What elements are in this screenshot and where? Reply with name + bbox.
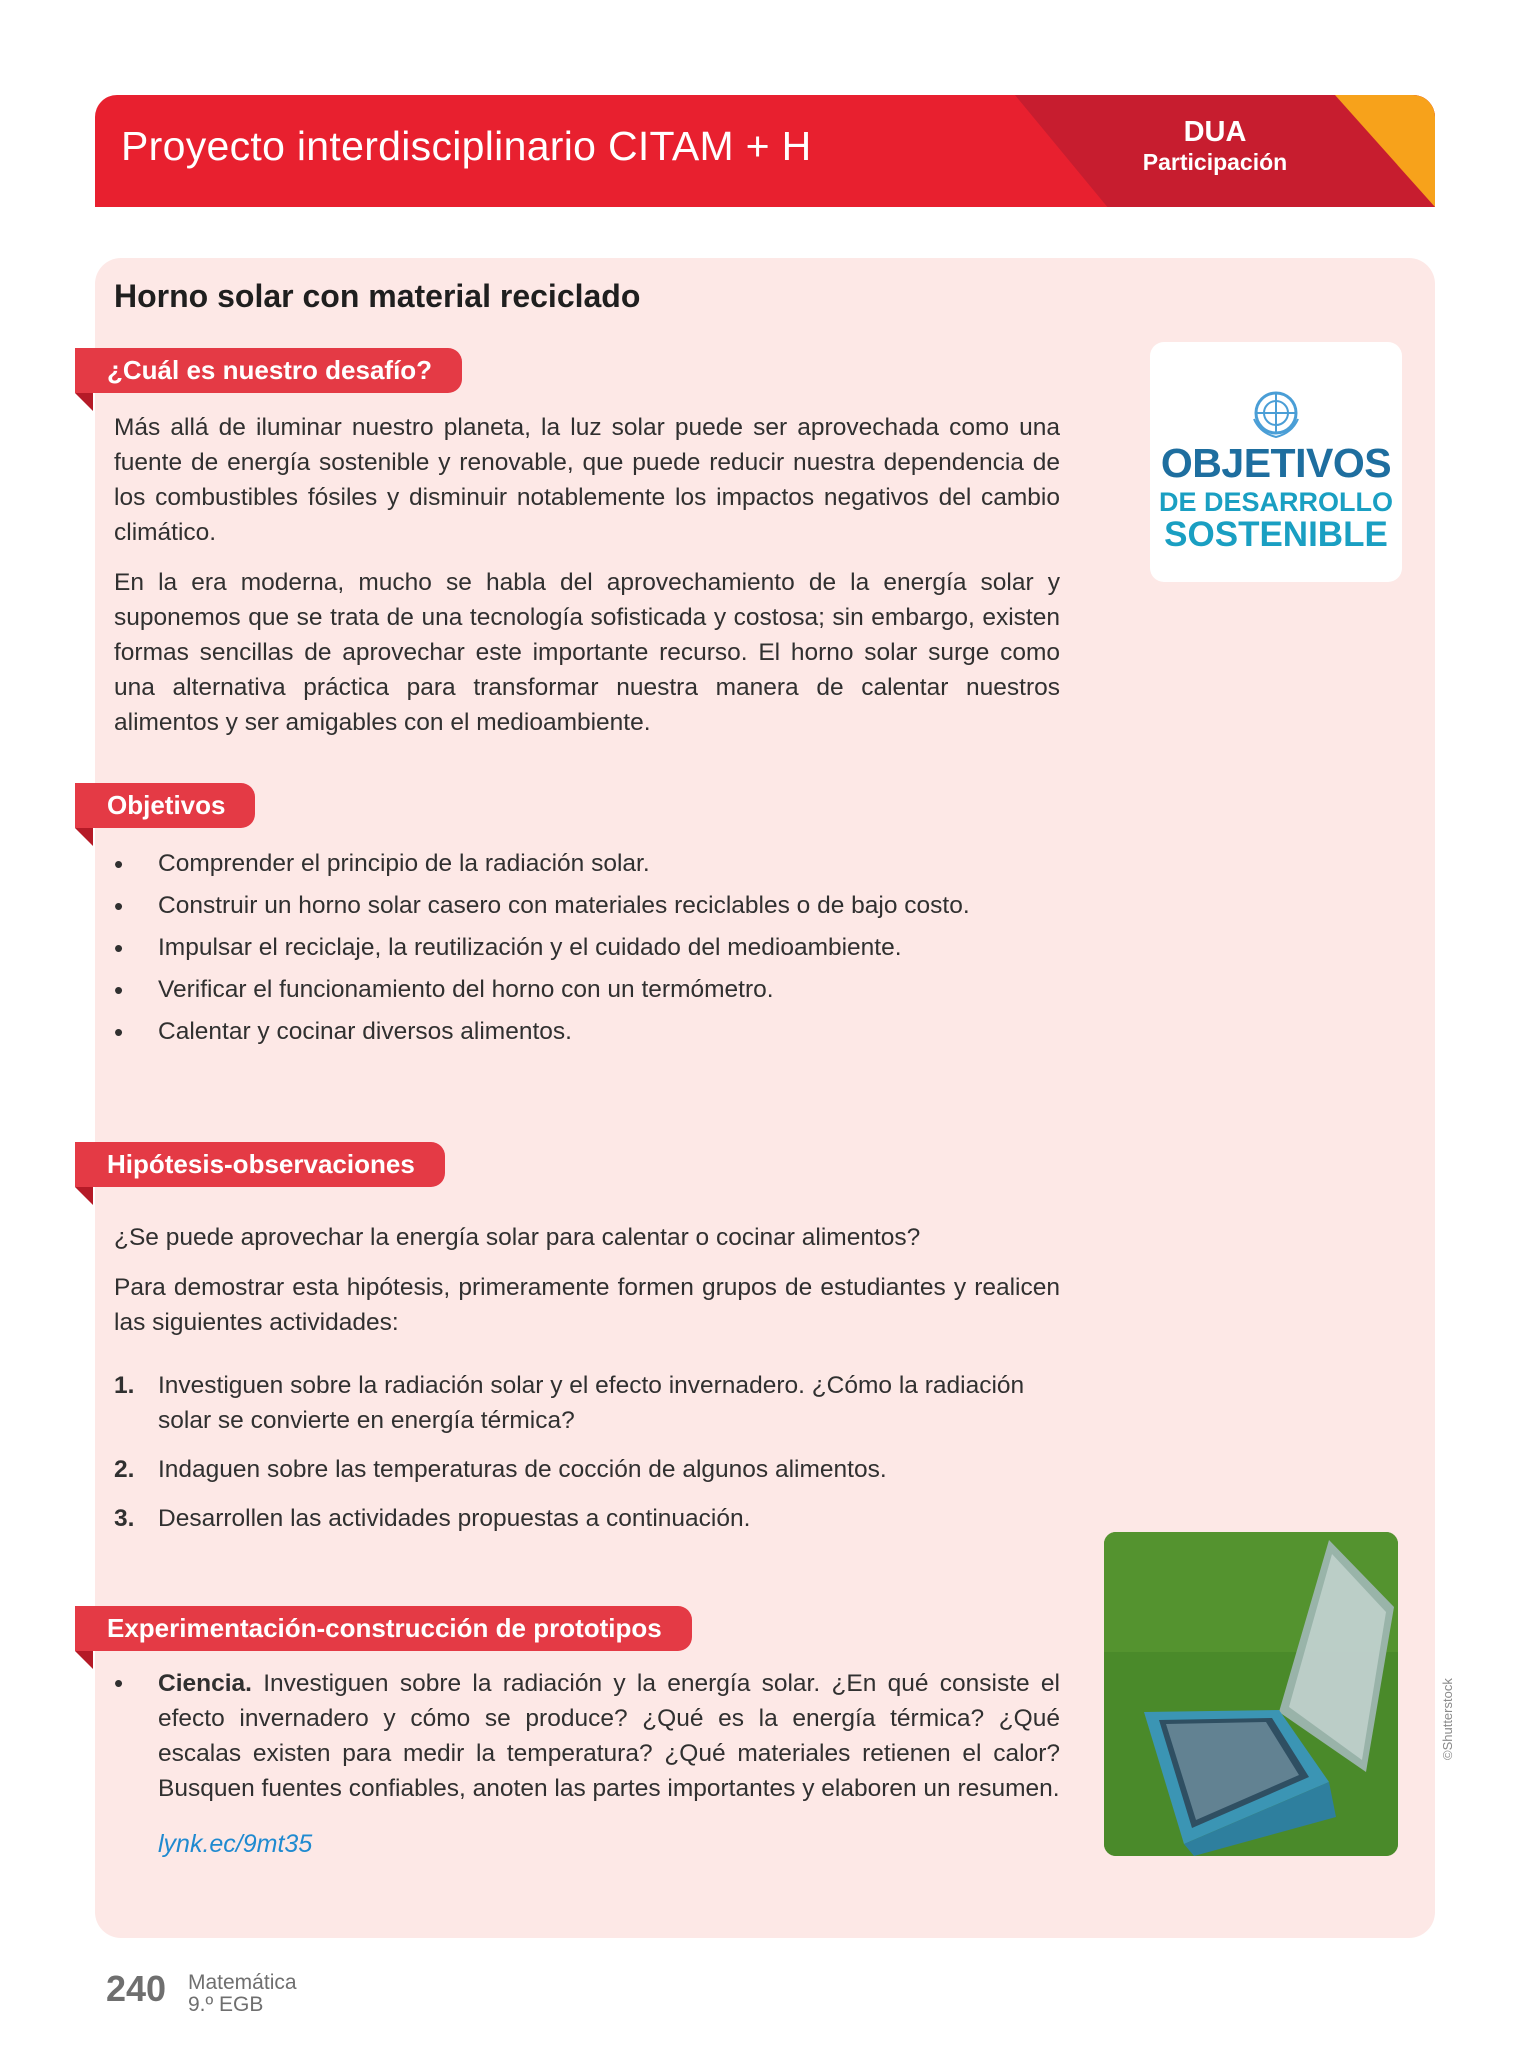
hypothesis-intro: Para demostrar esta hipótesis, primeramente formen grupos de estudiantes y realicen las siguientes actividades: [114, 1274, 1060, 1336]
grade-label: 9.º EGB [188, 1993, 264, 2016]
dua-label: Participación [1142, 149, 1288, 175]
experiment-list [114, 1666, 1060, 1806]
objective-text: Impulsar el reciclaje, la reutilización y el cuidado del medioambiente. [158, 934, 902, 961]
list-item [114, 1452, 1060, 1487]
list-item: • Ciencia. Investiguen sobre la radiación y la energía solar. ¿En qué consiste el efecto invernadero y cómo se produce? ¿Qué es la energía térmica? ¿Qué escalas existen para medir la temperatura? ¿Qué materiales retienen el calor? Busquen fuentes confiables, anoten las partes importantes y elaboren un resumen. [114, 1668, 1060, 1802]
step-text: Investiguen sobre la radiación solar y el efecto invernadero. ¿Cómo la radiación solar se convierte en energía térmica? [158, 1372, 1025, 1434]
list-item: • Verificar el funcionamiento del horno con un termómetro. [114, 975, 774, 1005]
header-banner [95, 95, 1435, 207]
un-globe-icon [1250, 387, 1302, 439]
photo-credit: ©Shutterstock [1440, 1678, 1455, 1760]
resource-link[interactable]: lynk.ec/9mt35 [158, 1830, 313, 1858]
objective-text: Construir un horno solar casero con materiales reciclables o de bajo costo. [158, 892, 970, 919]
challenge-paragraph-1: Más allá de iluminar nuestro planeta, la luz solar puede ser aprovechada como una fuente de energía sostenible y renovable, que puede reducir nuestra dependencia de los combustibles fósiles y disminuir notablemente los impactos negativos del cambio climático. [114, 414, 1060, 546]
challenge-paragraph-2: En la era moderna, mucho se habla del aprovechamiento de la energía solar y suponemos que se trata de una tecnología sofisticada y costosa; sin embargo, existen formas sencillas de aprovechar este importante recurso. El horno solar surge como una alternativa práctica para transformar nuestra manera de calentar nuestros alimentos y ser amigables con el medioambiente. [114, 569, 1060, 736]
step-text: Indaguen sobre las temperaturas de cocción de algunos alimentos. [158, 1456, 887, 1483]
header-title: Proyecto interdisciplinario CITAM + H [121, 123, 812, 169]
list-item [114, 1501, 1060, 1536]
footer-subject [188, 1972, 297, 2016]
list-item: • Comprender el principio de la radiación solar. [114, 849, 650, 879]
dua-badge [1115, 117, 1315, 177]
section-tag-challenge: ¿Cuál es nuestro desafío? [75, 348, 462, 393]
objectives-list [114, 843, 1060, 1053]
list-item [114, 1368, 1060, 1438]
objective-text: Comprender el principio de la radiación solar. [158, 850, 650, 877]
step-text: Desarrollen las actividades propuestas a continuación. [158, 1505, 751, 1532]
section-tag-hypothesis: Hipótesis-observaciones [75, 1142, 445, 1187]
ods-logo-line2: DE DESARROLLO [1158, 487, 1393, 517]
step-number: 2. [114, 1456, 135, 1483]
ods-logo-line1: OBJETIVOS [1160, 440, 1392, 486]
list-item: • Construir un horno solar casero con materiales reciclables o de bajo costo. [114, 891, 970, 921]
experiment-label: Ciencia. [158, 1670, 252, 1697]
list-item: • Impulsar el reciclaje, la reutilización y el cuidado del medioambiente. [114, 933, 902, 963]
solar-oven-photo [1104, 1532, 1398, 1856]
page-title: Horno solar con material reciclado [114, 278, 641, 314]
page-number: 240 [106, 1968, 167, 2009]
hypothesis-question: ¿Se puede aprovechar la energía solar para calentar o cocinar alimentos? [114, 1224, 921, 1251]
dua-code: DUA [1183, 116, 1247, 148]
solar-oven-illustration [1104, 1532, 1398, 1856]
objective-text: Verificar el funcionamiento del horno con un termómetro. [158, 976, 774, 1003]
subject-name: Matemática [188, 1971, 297, 1994]
section-tag-objectives: Objetivos [75, 783, 255, 828]
ods-logo-line3: SOSTENIBLE [1164, 515, 1388, 554]
ods-logo [1150, 342, 1402, 582]
step-number: 3. [114, 1505, 135, 1532]
section-tag-experiment: Experimentación-construcción de prototipos [75, 1606, 692, 1651]
experiment-text: Investiguen sobre la radiación y la energía solar. ¿En qué consiste el efecto invernadero y cómo se produce? ¿Qué es la energía térmica? ¿Qué escalas existen para medir la temperatura? ¿Qué materiales retienen el calor? Busquen fuentes confiables, anoten las partes importantes y elaboren un resumen. [158, 1670, 1060, 1802]
step-number: 1. [114, 1372, 135, 1399]
list-item: • Calentar y cocinar diversos alimentos. [114, 1017, 572, 1047]
objective-text: Calentar y cocinar diversos alimentos. [158, 1018, 572, 1045]
hypothesis-steps [114, 1368, 1060, 1550]
